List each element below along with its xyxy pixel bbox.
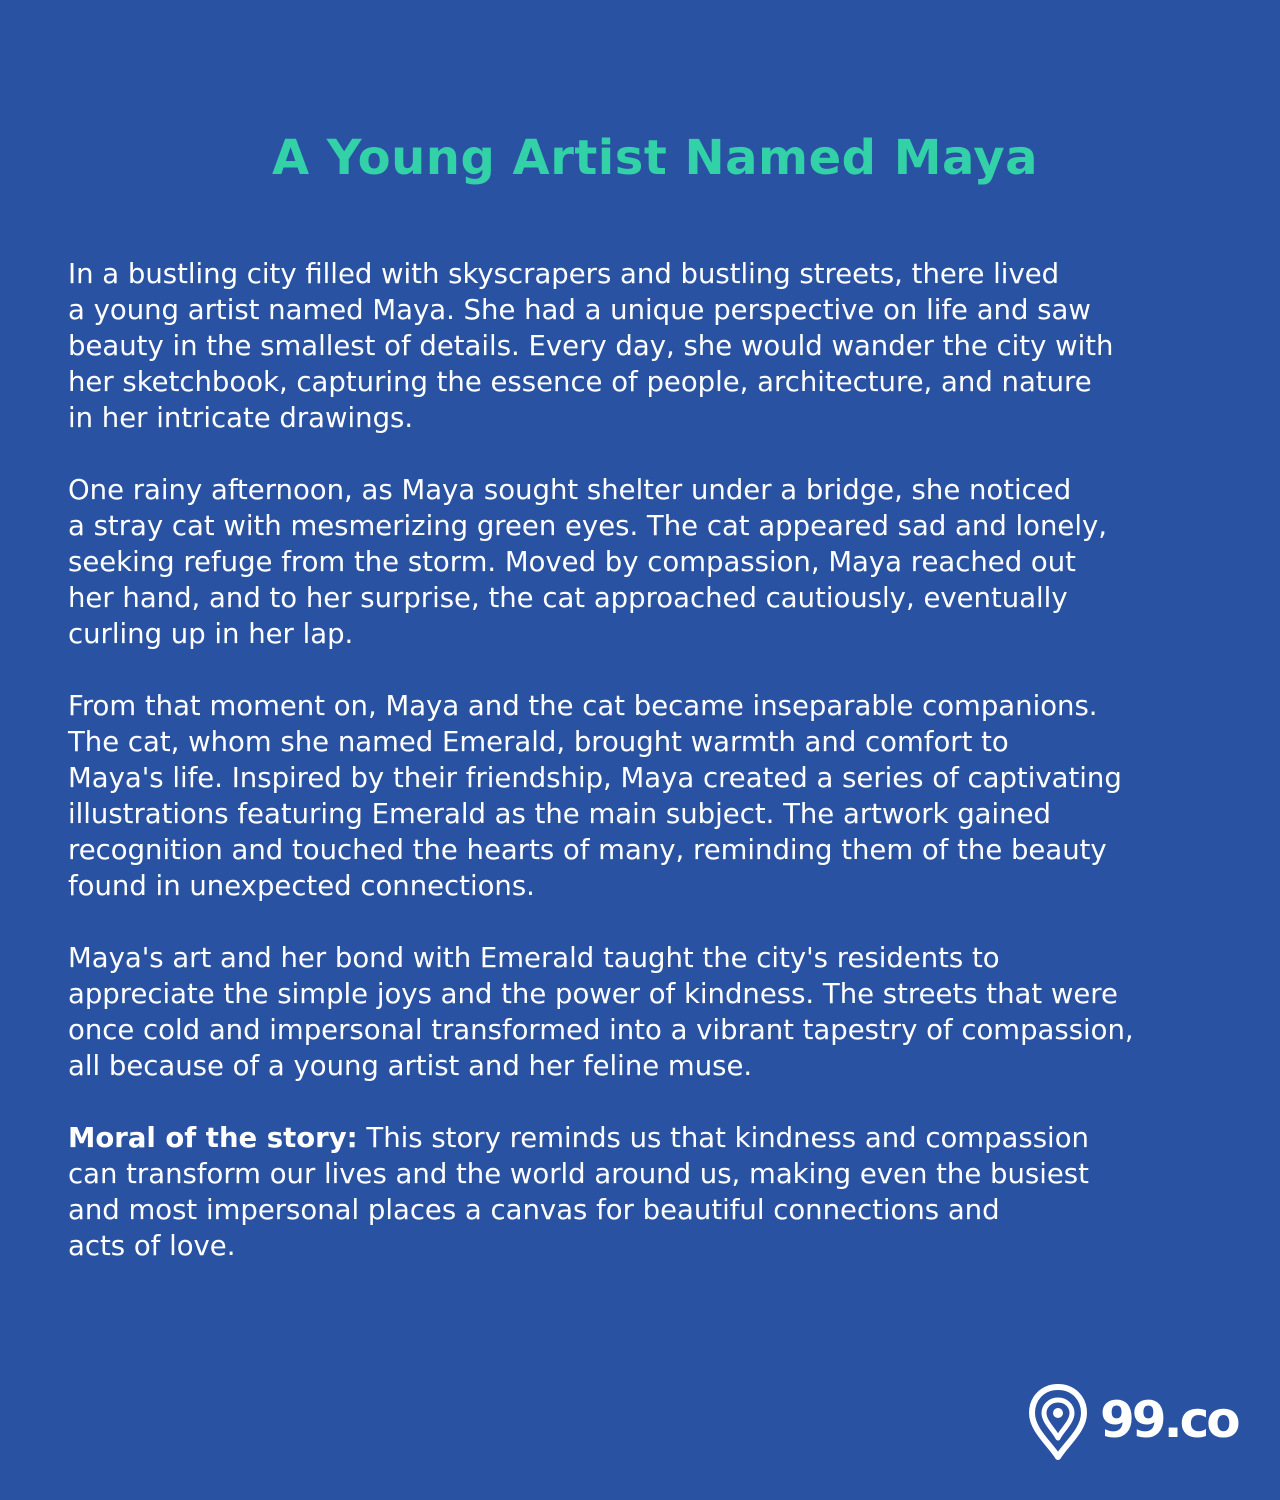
paragraph-line: a stray cat with mesmerizing green eyes. The cat appeared sad and lonely, bbox=[68, 510, 1107, 542]
paragraph-line: From that moment on, Maya and the cat became inseparable companions. bbox=[68, 690, 1098, 722]
moral-text: This story reminds us that kindness and compassion bbox=[357, 1122, 1089, 1154]
paragraph-line: all because of a young artist and her feline muse. bbox=[68, 1050, 753, 1082]
brand-logo bbox=[1028, 1384, 1238, 1460]
story-paragraph-2 bbox=[68, 472, 1248, 652]
paragraph-line: In a bustling city filled with skyscrapers and bustling streets, there lived bbox=[68, 258, 1060, 290]
page-title: A Young Artist Named Maya bbox=[271, 130, 1039, 186]
paragraph-line: One rainy afternoon, as Maya sought shelter under a bridge, she noticed bbox=[68, 474, 1072, 506]
paragraph-line: and most impersonal places a canvas for beautiful connections and bbox=[68, 1194, 1000, 1226]
paragraph-line: her hand, and to her surprise, the cat approached cautiously, eventually bbox=[68, 582, 1068, 614]
paragraph-line: beauty in the smallest of details. Every day, she would wander the city with bbox=[68, 330, 1114, 362]
paragraph-line: appreciate the simple joys and the power of kindness. The streets that were bbox=[68, 978, 1118, 1010]
paragraph-line: a young artist named Maya. She had a unique perspective on life and saw bbox=[68, 294, 1091, 326]
location-pin-icon bbox=[1028, 1384, 1088, 1460]
story-paragraph-4 bbox=[68, 940, 1248, 1084]
moral-first-line bbox=[68, 1120, 1248, 1156]
story-paragraph-3 bbox=[68, 688, 1248, 904]
paragraph-line: seeking refuge from the storm. Moved by compassion, Maya reached out bbox=[68, 546, 1076, 578]
moral-paragraph bbox=[68, 1120, 1248, 1264]
paragraph-line: can transform our lives and the world around us, making even the busiest bbox=[68, 1158, 1089, 1190]
paragraph-line: illustrations featuring Emerald as the main subject. The artwork gained bbox=[68, 798, 1051, 830]
paragraph-line: once cold and impersonal transformed into a vibrant tapestry of compassion, bbox=[68, 1014, 1134, 1046]
paragraph-line: her sketchbook, capturing the essence of people, architecture, and nature bbox=[68, 366, 1092, 398]
paragraph-line: Maya's art and her bond with Emerald taught the city's residents to bbox=[68, 942, 1000, 974]
story-body bbox=[68, 256, 1248, 1300]
moral-label: Moral of the story: bbox=[68, 1122, 358, 1154]
paragraph-line: Maya's life. Inspired by their friendship, Maya created a series of captivating bbox=[68, 762, 1122, 794]
paragraph-line: recognition and touched the hearts of many, reminding them of the beauty bbox=[68, 834, 1107, 866]
story-paragraph-1 bbox=[68, 256, 1248, 436]
brand-wordmark: 99.co bbox=[1100, 1391, 1238, 1449]
paragraph-line: found in unexpected connections. bbox=[68, 870, 535, 902]
paragraph-line: The cat, whom she named Emerald, brought warmth and comfort to bbox=[68, 726, 1009, 758]
paragraph-line: acts of love. bbox=[68, 1230, 236, 1262]
paragraph-line: in her intricate drawings. bbox=[68, 402, 414, 434]
paragraph-line: curling up in her lap. bbox=[68, 618, 354, 650]
